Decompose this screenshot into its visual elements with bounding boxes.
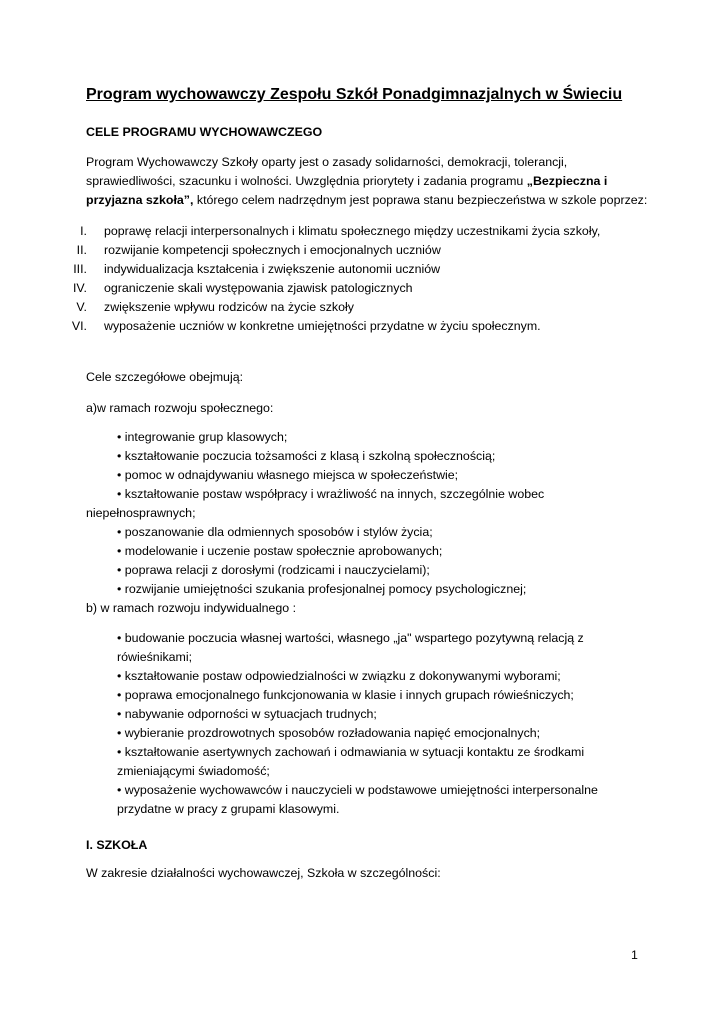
list-item: • poprawa emocjonalnego funkcjonowania w klasie i innych grupach rówieśniczych; bbox=[117, 688, 574, 702]
program-name-bold: „Bezpieczna i bbox=[526, 174, 608, 188]
list-item: • nabywanie odporności w sytuacjach trudnych; bbox=[117, 707, 377, 721]
list-item-continuation: rówieśnikami; bbox=[117, 650, 193, 664]
intro-line bbox=[86, 174, 607, 188]
list-text: wyposażenie uczniów w konkretne umiejętności przydatne w życiu społecznym. bbox=[104, 319, 541, 333]
list-item-continuation: przydatne w pracy z grupami klasowymi. bbox=[117, 802, 340, 816]
list-number: V. bbox=[76, 300, 87, 314]
social-heading: a)w ramach rozwoju społecznego: bbox=[86, 401, 274, 415]
school-heading: I. SZKOŁA bbox=[86, 838, 148, 852]
school-intro: W zakresie działalności wychowawczej, Szkoła w szczególności: bbox=[86, 866, 441, 880]
list-text: rozwijanie kompetencji społecznych i emocjonalnych uczniów bbox=[104, 243, 441, 257]
list-item-continuation: zmieniającymi świadomość; bbox=[117, 764, 270, 778]
list-text: poprawę relacji interpersonalnych i klimatu społecznego między uczestnikami życia szkoły, bbox=[104, 224, 601, 238]
list-text: ograniczenie skali występowania zjawisk patologicznych bbox=[104, 281, 413, 295]
list-item: • kształtowanie postaw odpowiedzialności w związku z dokonywanymi wyborami; bbox=[117, 669, 561, 683]
intro-text: sprawiedliwości, szacunku i wolności. Uwzględnia priorytety i zadania programu bbox=[86, 174, 527, 188]
program-name-bold: przyjazna szkoła”, bbox=[86, 193, 194, 207]
list-item: • pomoc w odnajdywaniu własnego miejsca w społeczeństwie; bbox=[117, 468, 459, 482]
list-item: • kształtowanie asertywnych zachowań i odmawiania w sytuacji kontaktu ze środkami bbox=[117, 745, 585, 759]
list-item: • wybieranie prozdrowotnych sposobów rozładowania napięć emocjonalnych; bbox=[117, 726, 541, 740]
list-item: • poszanowanie dla odmiennych sposobów i stylów życia; bbox=[117, 525, 433, 539]
list-number: VI. bbox=[71, 319, 87, 333]
individual-heading: b) w ramach rozwoju indywidualnego : bbox=[86, 601, 297, 615]
list-number: I. bbox=[80, 224, 87, 238]
list-text: indywidualizacja kształcenia i zwiększenie autonomii uczniów bbox=[104, 262, 441, 276]
list-item: • budowanie poczucia własnej wartości, własnego „ja" wspartego pozytywną relacją z bbox=[117, 631, 584, 645]
detailed-goals-intro: Cele szczegółowe obejmują: bbox=[86, 370, 244, 384]
section-heading: CELE PROGRAMU WYCHOWAWCZEGO bbox=[86, 125, 323, 139]
list-item-continuation: niepełnosprawnych; bbox=[86, 506, 196, 520]
intro-text: którego celem nadrzędnym jest poprawa stanu bezpieczeństwa w szkole poprzez: bbox=[193, 193, 648, 207]
page-title: Program wychowawczy Zespołu Szkół Ponadgimnazjalnych w Świeciu bbox=[86, 86, 623, 103]
list-number: III. bbox=[73, 262, 87, 276]
intro-line bbox=[86, 193, 647, 207]
list-item: • poprawa relacji z dorosłymi (rodzicami i nauczycielami); bbox=[117, 563, 430, 577]
list-item: • modelowanie i uczenie postaw społecznie aprobowanych; bbox=[117, 544, 443, 558]
list-item: • wyposażenie wychowawców i nauczycieli w podstawowe umiejętności interpersonalne bbox=[117, 783, 598, 797]
list-number: II. bbox=[76, 243, 87, 257]
list-item: • kształtowanie postaw współpracy i wrażliwość na innych, szczególnie wobec bbox=[117, 487, 545, 501]
intro-line: Program Wychowawczy Szkoły oparty jest o zasady solidarności, demokracji, tolerancji, bbox=[86, 155, 568, 169]
list-number: IV. bbox=[72, 281, 87, 295]
list-item: • kształtowanie poczucia tożsamości z klasą i szkolną społecznością; bbox=[117, 449, 496, 463]
list-text: zwiększenie wpływu rodziców na życie szkoły bbox=[104, 300, 354, 314]
page-number: 1 bbox=[631, 948, 638, 962]
list-item: • rozwijanie umiejętności szukania profesjonalnej pomocy psychologicznej; bbox=[117, 582, 527, 596]
list-item: • integrowanie grup klasowych; bbox=[117, 430, 288, 444]
